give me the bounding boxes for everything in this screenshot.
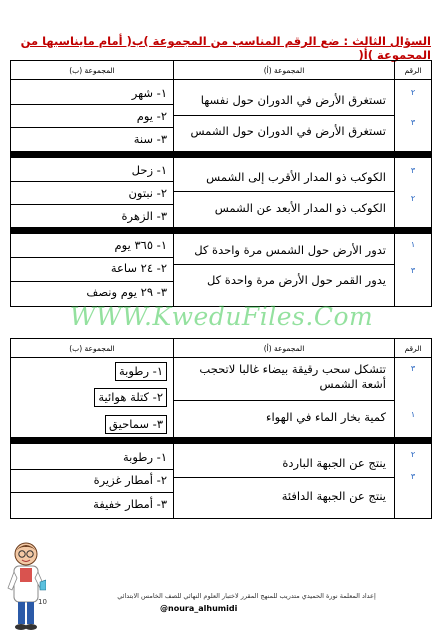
row-divider xyxy=(174,115,394,116)
answer-number[interactable]: ١ xyxy=(410,410,416,419)
matching-table-2 xyxy=(10,338,432,519)
answer-number[interactable]: ٣ xyxy=(410,472,416,481)
option: ٣- سنة xyxy=(133,132,167,146)
row-divider xyxy=(11,469,173,470)
row-divider xyxy=(174,400,394,401)
question-group xyxy=(11,80,431,152)
option: ٢- أمطار غزيرة xyxy=(93,473,167,487)
row-divider xyxy=(174,191,394,192)
question-title: السؤال الثالث : ضع الرقم المناسب من المجموعة )ب( أمام مايناسبها من المجموعة )أ( xyxy=(20,34,431,62)
row-divider xyxy=(174,477,394,478)
page-number: 10 xyxy=(38,598,47,606)
question-group xyxy=(11,358,431,438)
answer-number[interactable]: ٣ xyxy=(410,118,416,127)
row-divider xyxy=(11,257,173,258)
option: ٣- الزهرة xyxy=(121,209,167,223)
statement: كمية بخار الماء في الهواء xyxy=(266,410,386,424)
row-divider xyxy=(11,181,173,182)
statement: تستغرق الأرض في الدوران حول نفسها xyxy=(200,93,386,107)
statement: ينتج عن الجبهة الدافئة xyxy=(281,489,386,503)
row-divider xyxy=(11,281,173,282)
row-divider xyxy=(11,127,173,128)
option: ٢- يوم xyxy=(136,109,167,123)
statement: الكوكب ذو المدار الأقرب إلى الشمس xyxy=(206,170,386,184)
option: ٢- ٢٤ ساعة xyxy=(110,261,167,275)
row-divider xyxy=(11,204,173,205)
option: ٢- كتلة هوائية xyxy=(94,388,167,407)
matching-table-1 xyxy=(10,60,432,307)
answer-number[interactable]: ٢ xyxy=(410,450,416,459)
statement: تتشكل سحب رقيقة بيضاء غالبا لاتحجب أشعة الشمس xyxy=(199,362,386,391)
watermark: WWW.KweduFiles.Com xyxy=(69,302,374,331)
header-group-b: المجموعة (ب) xyxy=(69,65,115,75)
answer-number[interactable]: ٣ xyxy=(410,364,416,373)
statement: تستغرق الأرض في الدوران حول الشمس xyxy=(190,124,386,138)
option: ٣- ٢٩ يوم ونصف xyxy=(86,285,167,299)
answer-number[interactable]: ١ xyxy=(410,240,416,249)
row-divider xyxy=(11,104,173,105)
option: ١- رطوبة xyxy=(122,450,167,464)
answer-number[interactable]: ٢ xyxy=(410,88,416,97)
statement: ينتج عن الجبهة الباردة xyxy=(282,456,386,470)
scientist-mascot-icon xyxy=(6,540,46,632)
question-group xyxy=(11,234,431,306)
option: ١- زحل xyxy=(131,163,167,177)
author-handle: @noura_alhumidi xyxy=(160,604,238,613)
statement: الكوكب ذو المدار الأبعد عن الشمس xyxy=(214,201,386,215)
answer-number[interactable]: ٢ xyxy=(410,194,416,203)
option: ١- ٣٦٥ يوم xyxy=(114,238,167,252)
option: ١- شهر xyxy=(131,86,167,100)
header-group-a: المجموعة (أ) xyxy=(173,61,394,79)
option: ٢- نبتون xyxy=(128,186,167,200)
option: ١- رطوبة xyxy=(115,362,167,381)
header-num: الرقم xyxy=(394,339,431,357)
footer-credit: إعداد المعلمة نورة الحميدي متدريب للمنهج المقرر لاختبار العلوم النهائي للصف الخامس الابتدائي xyxy=(117,592,376,600)
question-group xyxy=(11,444,431,518)
row-divider xyxy=(174,264,394,265)
answer-number[interactable]: ٣ xyxy=(410,166,416,175)
header-group-b: المجموعة (ب) xyxy=(69,343,115,353)
statement: تدور الأرض حول الشمس مرة واحدة كل xyxy=(194,243,386,257)
question-group xyxy=(11,158,431,228)
answer-number[interactable]: ٣ xyxy=(410,266,416,275)
header-group-a: المجموعة (أ) xyxy=(173,339,394,357)
row-divider xyxy=(11,492,173,493)
header-num: الرقم xyxy=(394,61,431,79)
option: ٣- أمطار خفيفة xyxy=(93,497,167,511)
table-header xyxy=(11,61,431,80)
option: ٣- سماحيق xyxy=(105,415,167,434)
table-header xyxy=(11,339,431,358)
statement: يدور القمر حول الأرض مرة واحدة كل xyxy=(206,273,386,287)
